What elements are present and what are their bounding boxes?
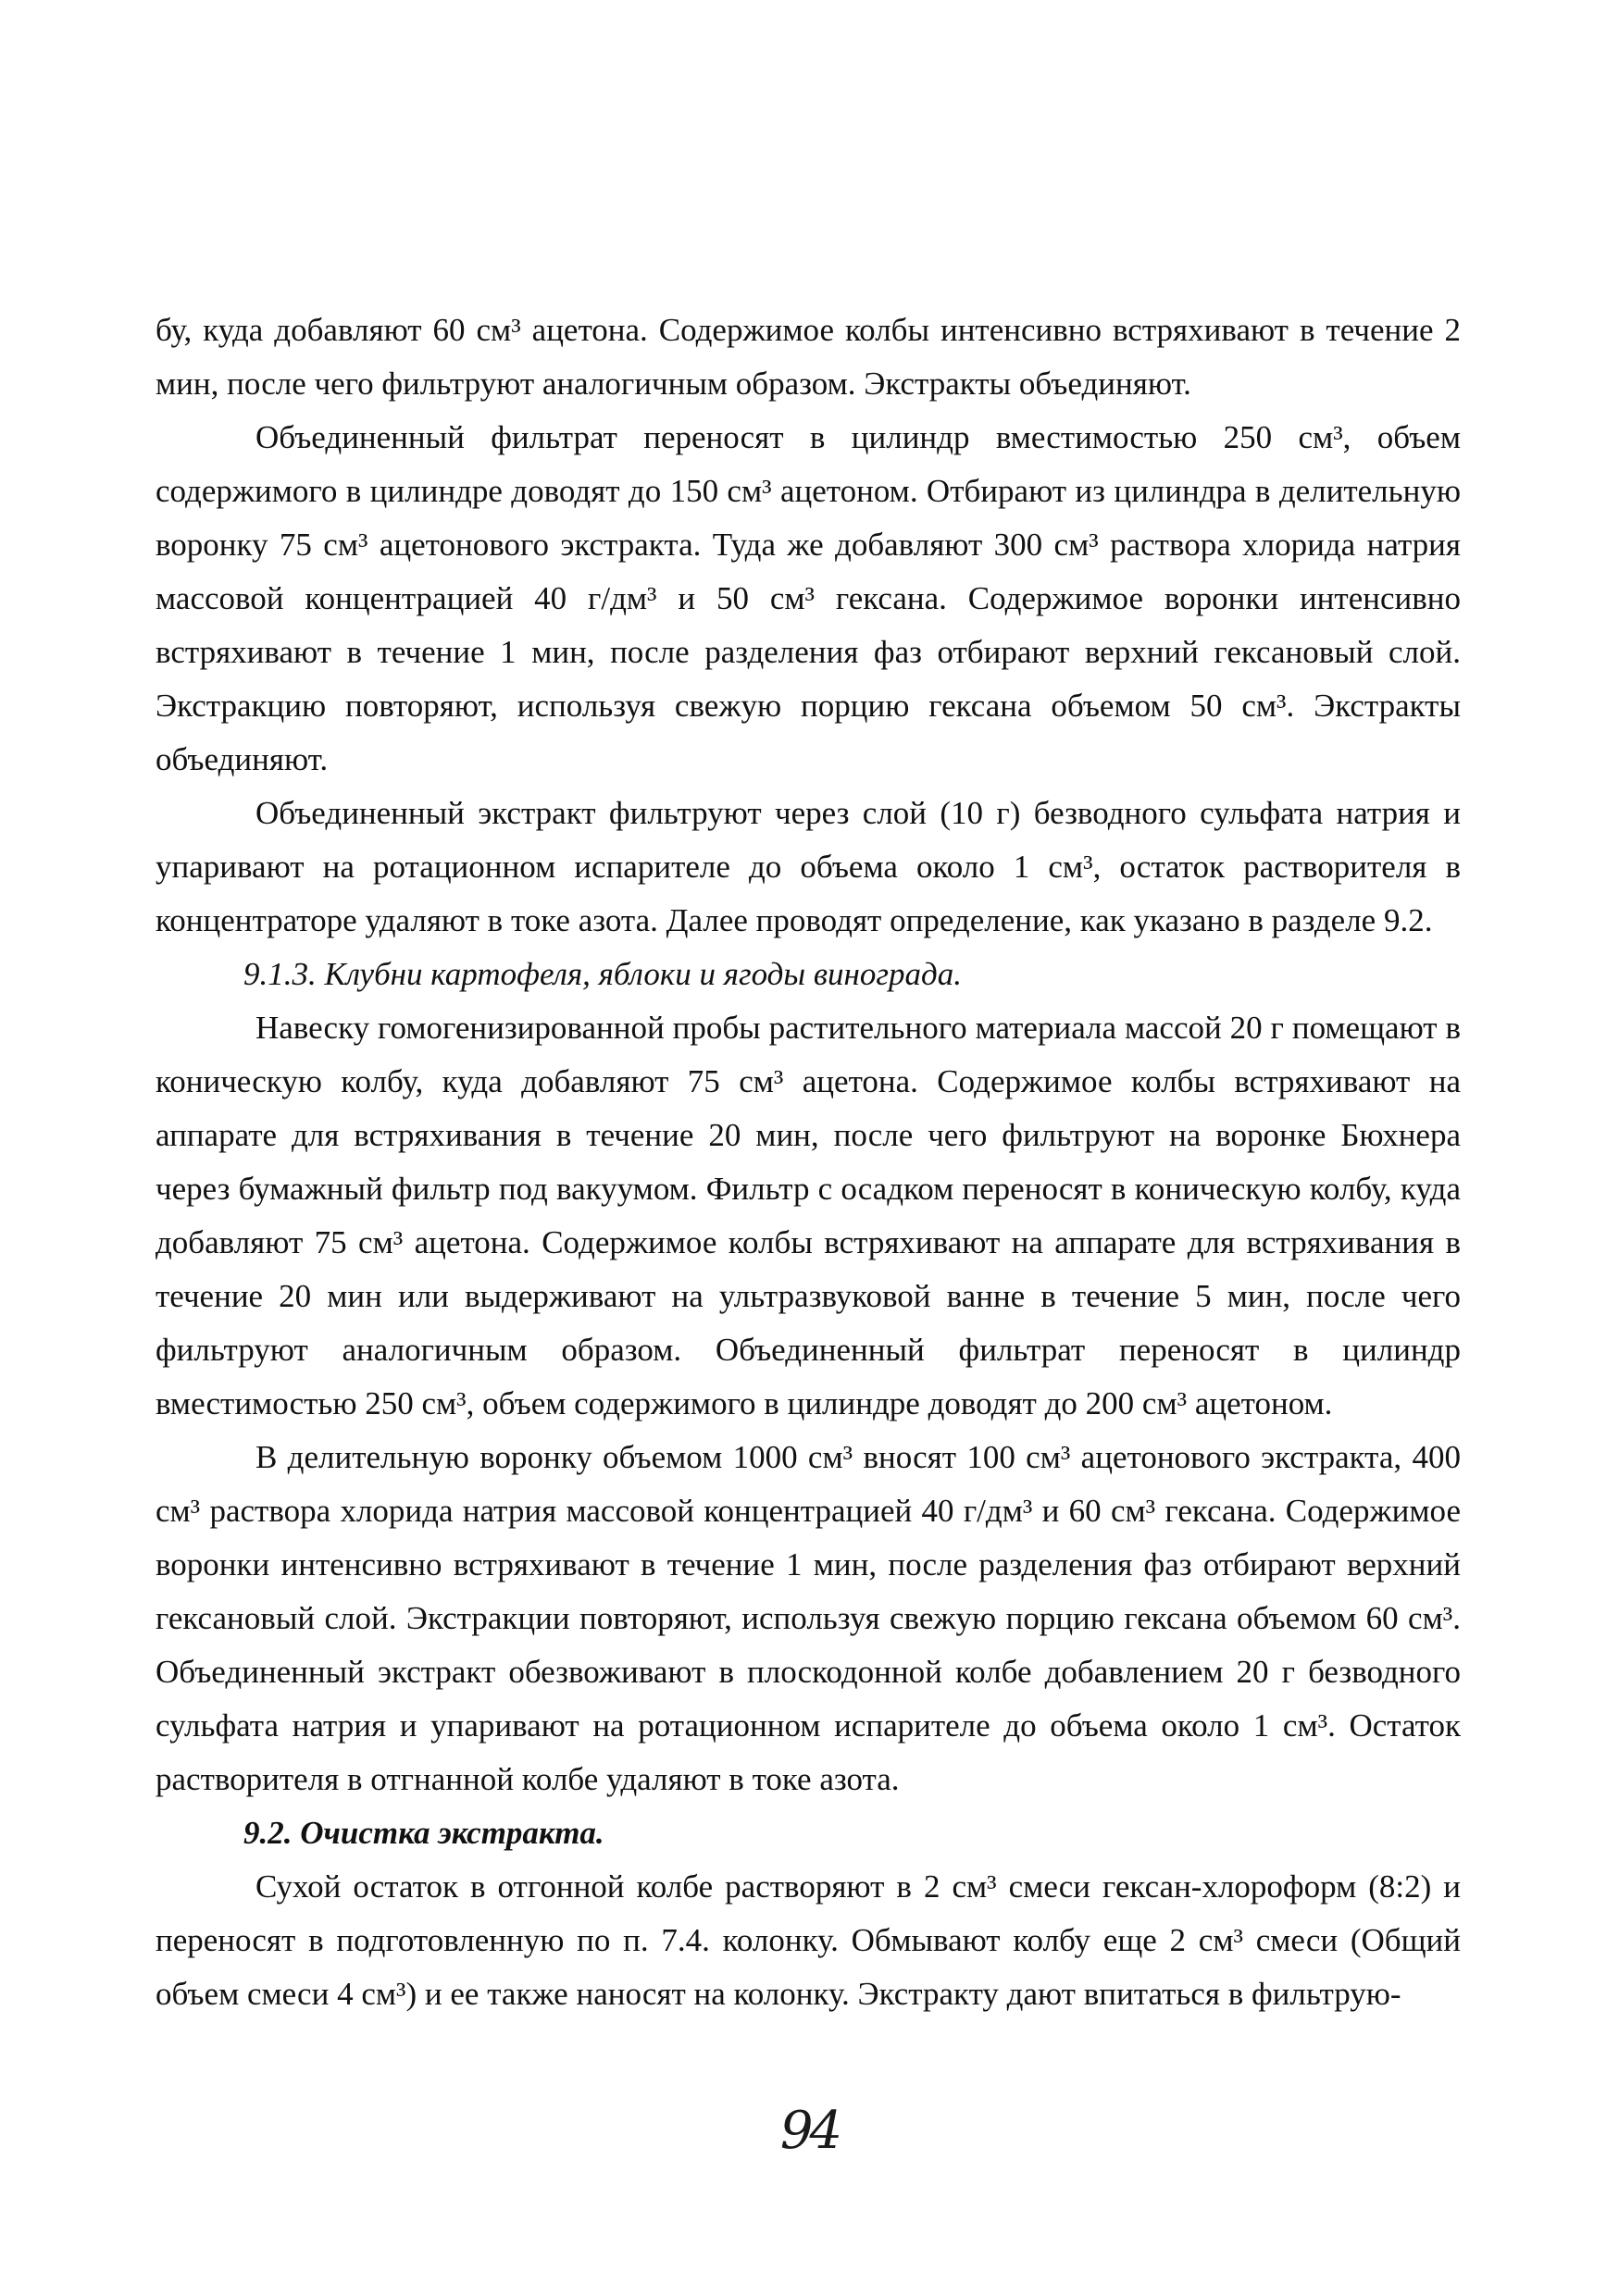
document-body [156, 304, 1461, 2021]
subsection-heading-9-1-3: 9.1.3. Клубни картофеля, яблоки и ягоды винограда. [243, 956, 962, 992]
paragraph-continuation: бу, куда добавляют 60 см³ ацетона. Содержимое колбы интенсивно встряхивают в течение 2 мин, после чего фильтруют аналогичным образом. Экстракты объединяют. [156, 312, 1461, 402]
paragraph-sample-weighing: Навеску гомогенизированной пробы растительного материала массой 20 г помещают в коническую колбу, куда добавляют 75 см³ ацетона. Содержимое колбы встряхивают на аппарате для встряхивания в течение 20 мин, после чего фильтруют на воронке Бюхнера через бумажный фильтр под вакуумом. Фильтр с осадком переносят в коническую колбу, куда добавляют 75 см³ ацетона. Содержимое колбы встряхивают на аппарате для встряхивания в течение 20 мин или выдерживают на ультразвуковой ванне в течение 5 мин, после чего фильтруют аналогичным образом. Объединенный фильтрат переносят в цилиндр вместимостью 250 см³, объем содержимого в цилиндре доводят до 200 см³ ацетоном. [156, 1010, 1461, 1421]
paragraph-dry-residue: Сухой остаток в отгонной колбе растворяют в 2 см³ смеси гексан-хлороформ (8:2) и переносят в подготовленную по п. 7.4. колонку. Обмывают колбу еще 2 см³ смеси (Общий объем смеси 4 см³) и ее также наносят на колонку. Экстракту дают впитаться в фильтрую- [156, 1868, 1461, 2012]
paragraph-combined-extract: Объединенный экстракт фильтруют через слой (10 г) безводного сульфата натрия и упаривают на ротационном испарителе до объема около 1 см³, остаток растворителя в концентраторе удаляют в токе азота. Далее проводят определение, как указано в разделе 9.2. [156, 795, 1461, 938]
paragraph-separatory-funnel: В делительную воронку объемом 1000 см³ вносят 100 см³ ацетонового экстракта, 400 см³ раствора хлорида натрия массовой концентрацией 40 г/дм³ и 60 см³ гексана. Содержимое воронки интенсивно встряхивают в течение 1 мин, после разделения фаз отбирают верхний гексановый слой. Экстракции повторяют, используя свежую порцию гексана объемом 60 см³. Объединенный экстракт обезвоживают в плоскодонной колбе добавлением 20 г безводного сульфата натрия и упаривают на ротационном испарителе до объема около 1 см³. Остаток растворителя в отгнанной колбе удаляют в токе азота. [156, 1439, 1461, 1797]
section-heading-9-2: 9.2. Очистка экстракта. [243, 1815, 604, 1851]
paragraph-combined-filtrate: Объединенный фильтрат переносят в цилиндр вместимостью 250 см³, объем содержимого в цилиндре доводят до 150 см³ ацетоном. Отбирают из цилиндра в делительную воронку 75 см³ ацетонового экстракта. Туда же добавляют 300 см³ раствора хлорида натрия массовой концентрацией 40 г/дм³ и 50 см³ гексана. Содержимое воронки интенсивно встряхивают в течение 1 мин, после разделения фаз отбирают верхний гексановый слой. Экстракцию повторяют, используя свежую порцию гексана объемом 50 см³. Экстракты объединяют. [156, 419, 1461, 777]
page-number: 94 [779, 2101, 840, 2161]
